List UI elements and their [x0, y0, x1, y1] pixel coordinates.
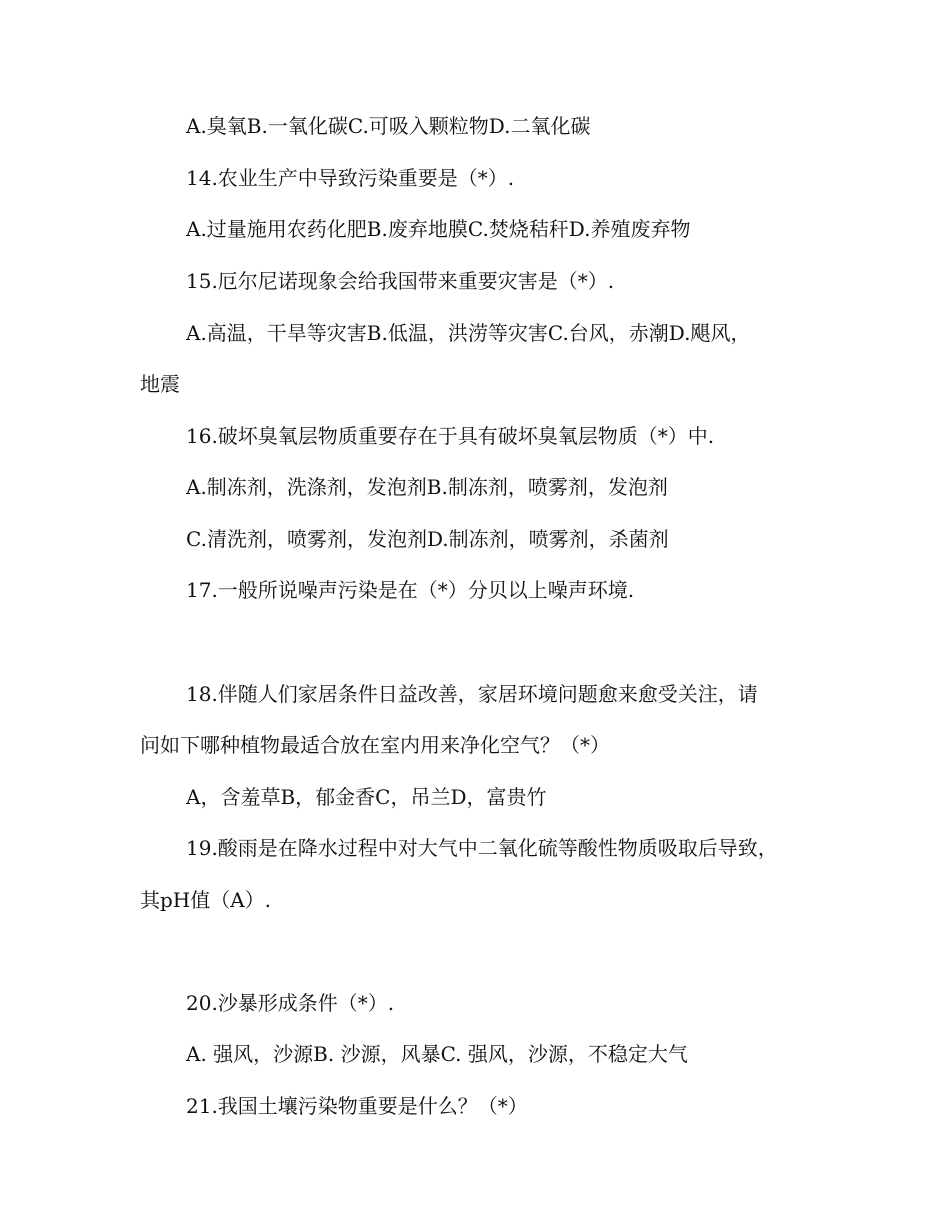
question-19: 19.酸雨是在降水过程中对大气中二氧化硫等酸性物质吸取后导致，	[186, 836, 778, 860]
question-16: 16.破坏臭氧层物质重要存在于具有破坏臭氧层物质（*）中.	[186, 424, 715, 448]
question-14: 14.农业生产中导致污染重要是（*）.	[186, 166, 515, 190]
question-21: 21.我国土壤污染物重要是什么？（*）	[186, 1094, 528, 1118]
option-line-q20: A. 强风，沙源B. 沙源，风暴C. 强风，沙源，不稳定大气	[186, 1042, 688, 1066]
option-line-q15: A.高温，干旱等灾害B.低温，洪涝等灾害C.台风，赤潮D.飓风，	[186, 321, 751, 345]
question-18: 18.伴随人们家居条件日益改善，家居环境问题愈来愈受关注，请	[186, 682, 758, 706]
question-19-cont: 其pH值（A）.	[140, 888, 272, 912]
option-line-q16-b: C.清洗剂，喷雾剂，发泡剂D.制冻剂，喷雾剂，杀菌剂	[186, 527, 669, 551]
option-line-q16-a: A.制冻剂，洗涤剂，发泡剂B.制冻剂，喷雾剂，发泡剂	[186, 475, 668, 499]
option-line-q13: A.臭氧B.一氧化碳C.可吸入颗粒物D.二氧化碳	[186, 114, 591, 138]
question-17: 17.一般所说噪声污染是在（*）分贝以上噪声环境.	[186, 578, 635, 602]
question-20: 20.沙暴形成条件（*）.	[186, 991, 395, 1015]
option-line-q15-cont: 地震	[140, 372, 180, 396]
question-15: 15.厄尔尼诺现象会给我国带来重要灾害是（*）.	[186, 269, 615, 293]
option-line-q14: A.过量施用农药化肥B.废弃地膜C.焚烧秸秆D.养殖废弃物	[186, 217, 691, 241]
option-line-q18: A，含羞草B，郁金香C，吊兰D，富贵竹	[186, 785, 547, 809]
question-18-cont: 问如下哪种植物最适合放在室内用来净化空气？（*）	[140, 733, 610, 757]
